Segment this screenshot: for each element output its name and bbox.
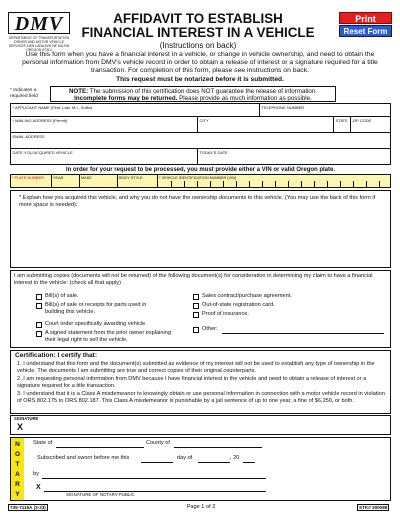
email-label: EMAIL ADDRESS bbox=[12, 133, 45, 139]
notary-letter-n: N bbox=[15, 441, 20, 448]
explanation-textarea[interactable] bbox=[10, 190, 391, 268]
vin-digit-box bbox=[210, 181, 216, 187]
notary-letter-o: O bbox=[14, 451, 21, 458]
stock-number: STK# 300088 bbox=[359, 505, 388, 510]
notary-x-mark: X bbox=[36, 484, 41, 491]
signature-field[interactable] bbox=[10, 415, 391, 435]
form-number: 735-7116A (3-23) bbox=[10, 505, 46, 510]
court-order-checkbox[interactable] bbox=[36, 322, 42, 328]
required-field-legend: * Indicates a required field bbox=[10, 88, 38, 99]
certification-item-2: 2. I am requesting personal information from DMV because I have financial interest in the vehicle and need to obtain a release of interest or a signature required for a title transaction. bbox=[17, 376, 367, 389]
applicant-info-grid bbox=[10, 103, 391, 165]
note-line2-bold: Incomplete forms may be returned. bbox=[74, 94, 178, 102]
vin-instruction: In order for your request to be processed, you must provide either a VIN or valid Oregon plate. bbox=[65, 167, 336, 173]
plate-number-field[interactable] bbox=[11, 175, 52, 187]
certification-item-3: 3. I understand that it is a Class A misdemeanor to knowingly obtain or use personal information in connection with a motor vehicle record in violation of ORS 802.175 to ORS 802.187. This Class A misdemeanor is punishable by a jail sentence of up to one year, a fine of $6,250, or both. bbox=[17, 391, 385, 404]
notary-state-label: State of bbox=[33, 440, 53, 446]
notary-band bbox=[11, 438, 24, 500]
notary-letter-a: A bbox=[15, 471, 20, 478]
mailing-address-field[interactable] bbox=[11, 117, 198, 133]
note-label: NOTE: bbox=[68, 87, 89, 95]
zip-field[interactable] bbox=[351, 117, 390, 133]
todays-date-label: TODAY'S DATE bbox=[199, 149, 228, 155]
notary-state-input[interactable] bbox=[56, 446, 144, 448]
notary-year-input[interactable] bbox=[243, 461, 255, 463]
out-of-state-registration-checkbox[interactable] bbox=[193, 303, 199, 309]
parts-receipts-label: Bill(s) of sale or receipts for parts used in building this vehicle. bbox=[45, 302, 147, 315]
intro-text: Use this form when you have a financial interest in a vehicle, or change in vehicle ownership, and need to obtain the personal information from DMV's vehicle record in order to obtain a release of interest or a signature required for a title transaction. For completion of this form, please see instructions on back. bbox=[22, 51, 378, 75]
notary-sworn-label: Subscribed and sworn before me this bbox=[37, 455, 130, 461]
state-label: STATE bbox=[335, 117, 348, 123]
city-field[interactable] bbox=[198, 117, 334, 133]
notary-letter-t: T bbox=[15, 461, 20, 468]
notary-letter-y: Y bbox=[15, 491, 20, 498]
email-field[interactable] bbox=[11, 133, 390, 149]
vin-digit-box bbox=[353, 181, 359, 187]
body-style-label: BODY STYLE bbox=[119, 175, 143, 180]
notary-year-prefix: , 20 bbox=[230, 455, 240, 461]
vin-digit-box bbox=[223, 181, 229, 187]
vin-digit-box bbox=[262, 181, 268, 187]
note-line1: The submission of this certification does NOT guarantee the release of information. bbox=[89, 87, 318, 95]
vin-digit-box bbox=[366, 181, 372, 187]
applicant-name-field[interactable] bbox=[11, 104, 260, 117]
zip-label: ZIP CODE bbox=[352, 117, 372, 123]
certification-item-1: 1. I understand that this form and the document(s) submitted as evidence of my interest will not be used to establish any type of ownership in the vehicle. The documents I am submitting are true and correct copies of their original counterparts. bbox=[17, 361, 375, 374]
notary-day-input[interactable] bbox=[141, 461, 173, 463]
notary-by-input[interactable] bbox=[42, 477, 266, 479]
note-line2: Please provide as much information as possible. bbox=[179, 94, 312, 102]
telephone-label: TELEPHONE NUMBER bbox=[261, 104, 305, 110]
proof-of-insurance-checkbox[interactable] bbox=[193, 312, 199, 318]
print-button[interactable]: Print bbox=[339, 12, 392, 24]
form-subtitle: (Instructions on back) bbox=[159, 41, 237, 50]
dmv-logo bbox=[8, 12, 70, 52]
sales-contract-label: Sales contract/purchase agreement. bbox=[202, 293, 292, 299]
vin-digit-box bbox=[236, 181, 242, 187]
year-label: YEAR bbox=[53, 175, 64, 180]
logo-subtext: DEPARTMENT OF TRANSPORTATION DRIVER AND MOTOR VEHICLE SERVICES 1905 LANA AVE NE SALEM OREGON 97314 bbox=[8, 36, 70, 52]
vin-digit-box bbox=[301, 181, 307, 187]
bill-of-sale-checkbox[interactable] bbox=[36, 294, 42, 300]
year-field[interactable] bbox=[52, 175, 80, 187]
mailing-address-label: * MAILING ADDRESS (Permit) bbox=[12, 117, 68, 123]
body-style-field[interactable] bbox=[118, 175, 158, 187]
state-field[interactable] bbox=[334, 117, 351, 133]
signature-label: SIGNATURE bbox=[14, 416, 39, 421]
plate-number-label: * PLATE NUMBER bbox=[12, 175, 44, 180]
vin-digit-box bbox=[275, 181, 281, 187]
court-order-label: Court order specifically awarding vehicle. bbox=[45, 321, 147, 327]
logo-text: DMV bbox=[8, 12, 70, 34]
notary-by-label: by bbox=[33, 471, 39, 477]
todays-date-field[interactable] bbox=[198, 149, 390, 164]
telephone-field[interactable] bbox=[260, 104, 390, 117]
vin-digit-box bbox=[327, 181, 333, 187]
make-field[interactable] bbox=[80, 175, 118, 187]
sales-contract-checkbox[interactable] bbox=[193, 294, 199, 300]
certification-title: Certification: I certify that: bbox=[15, 352, 98, 359]
vin-digit-box bbox=[379, 181, 385, 187]
parts-receipts-checkbox[interactable] bbox=[36, 303, 42, 309]
notary-county-label: County of bbox=[146, 440, 170, 446]
explanation-prompt: * Explain how you acquired this vehicle, and why you do not have the ownership documents to this vehicle. (You may use the back of this form if more space is needed): bbox=[19, 195, 376, 208]
notary-day-of-label: day of bbox=[177, 455, 193, 461]
other-label: Other: bbox=[202, 326, 218, 332]
vin-field[interactable] bbox=[158, 175, 390, 187]
date-acquired-field[interactable] bbox=[11, 149, 198, 164]
notary-month-input[interactable] bbox=[198, 461, 230, 463]
signed-statement-checkbox[interactable] bbox=[36, 331, 42, 337]
vin-digit-box bbox=[340, 181, 346, 187]
notary-letter-r: R bbox=[15, 481, 20, 488]
notary-county-input[interactable] bbox=[174, 446, 262, 448]
reset-form-button[interactable]: Reset Form bbox=[339, 25, 392, 37]
vin-digit-box bbox=[314, 181, 320, 187]
form-title: AFFIDAVIT TO ESTABLISH FINANCIAL INTEREST IN A VEHICLE bbox=[81, 11, 315, 40]
copies-intro: I am submitting copies (documents will not be returned) of the following document(s) for consideration in determining my claim to have a financial interest in the vehicle: (check all that apply) bbox=[14, 273, 373, 286]
note-box bbox=[50, 86, 336, 102]
city-label: CITY bbox=[199, 117, 209, 123]
applicant-name-label: * APPLICANT NAME (First, Last, M.I., Suffix) bbox=[12, 104, 93, 110]
vin-label: * VEHICLE IDENTIFICATION NUMBER (VIN) bbox=[159, 175, 237, 180]
proof-of-insurance-label: Proof of insurance. bbox=[202, 311, 249, 317]
notarized-notice: This request must be notarized before it is submitted. bbox=[116, 76, 284, 83]
vehicle-info-row bbox=[10, 174, 391, 188]
page-number: Page 1 of 2 bbox=[186, 504, 216, 510]
other-input[interactable] bbox=[222, 327, 384, 334]
vin-digit-box bbox=[197, 181, 203, 187]
other-checkbox[interactable] bbox=[193, 327, 199, 333]
make-label: MAKE bbox=[81, 175, 92, 180]
vin-digit-box bbox=[288, 181, 294, 187]
signature-x-mark: X bbox=[17, 422, 24, 432]
signed-statement-label: A signed statement from the prior owner explaining their legal right to sell the vehicle. bbox=[45, 330, 171, 343]
out-of-state-registration-label: Out-of-state registration card. bbox=[202, 302, 275, 308]
bill-of-sale-label: Bill(s) of sale. bbox=[45, 293, 79, 299]
vin-digit-box bbox=[249, 181, 255, 187]
notary-signature-caption: SIGNATURE OF NOTARY PUBLIC bbox=[66, 492, 135, 497]
date-acquired-label: DATE YOU ACQUIRED VEHICLE bbox=[12, 149, 73, 155]
vin-digit-box bbox=[171, 181, 177, 187]
vin-digit-box bbox=[184, 181, 190, 187]
